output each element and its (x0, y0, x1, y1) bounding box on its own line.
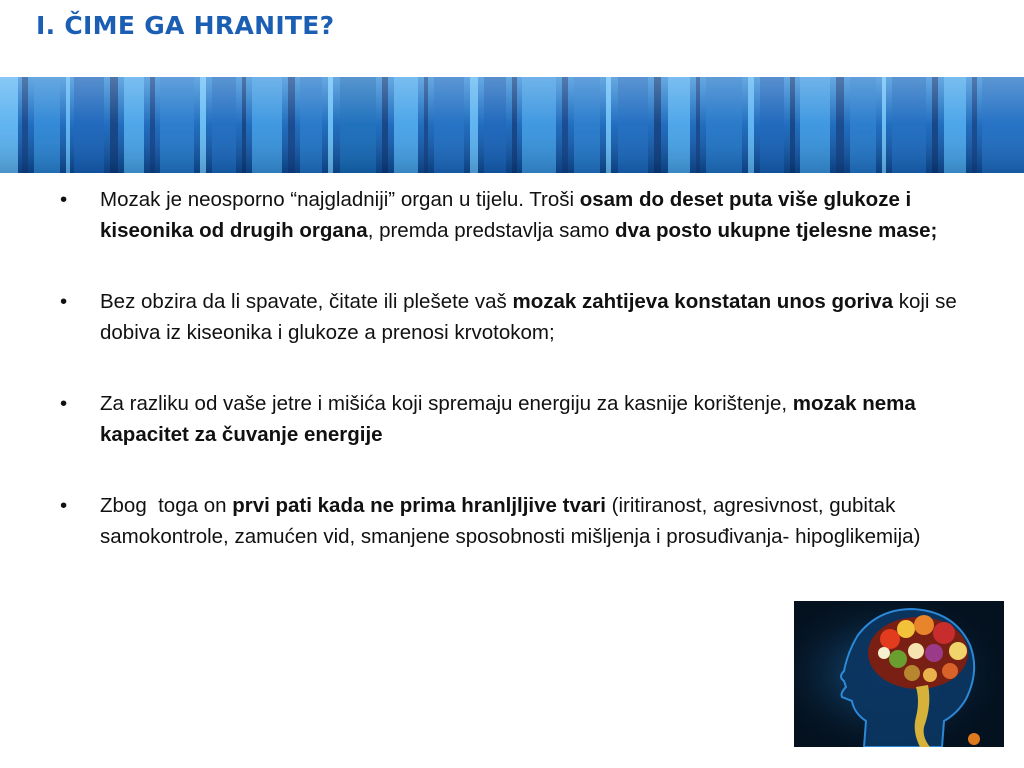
bullet-text-run: Zbog toga on (100, 494, 233, 517)
bullet-text-run: (iritiranost, agresivnost, gubitak samokontrole, zamućen vid, smanjene sposobnosti mišljenja i prosuđivanja- hipoglikemija) (100, 494, 921, 548)
bullet-marker: • (60, 392, 68, 415)
food-brain-image (794, 601, 1004, 747)
bullet-text (100, 290, 963, 344)
bullet-item (60, 286, 965, 348)
bullet-text-bold: mozak zahtijeva konstatan unos goriva (512, 290, 893, 313)
bullet-marker: • (60, 290, 68, 313)
bullet-text-run: Bez obzira da li spavate, čitate ili plešete vaš (100, 290, 513, 313)
bullet-text (100, 392, 922, 446)
bullet-item (60, 388, 965, 450)
bullet-text-bold: mozak nema kapacitet za čuvanje energije (100, 392, 922, 446)
slide-title: I. ČIME GA HRANITE? (36, 11, 335, 40)
bullet-text-run: Za razliku od vaše jetre i mišića koji spremaju energiju za kasnije korištenje, (100, 392, 793, 415)
bullet-item (60, 184, 965, 246)
header-banner (0, 77, 1024, 173)
bullet-text-bold: prvi pati kada ne prima hranljljive tvari (232, 494, 606, 517)
bullet-marker: • (60, 494, 68, 517)
bullet-text (100, 188, 937, 242)
bullet-text-run: Mozak je neosporno “najgladniji” organ u tijelu. Troši (100, 188, 580, 211)
bullet-list (60, 184, 965, 592)
bullet-item (60, 490, 965, 552)
bullet-text-bold: dva posto ukupne tjelesne mase; (614, 219, 938, 242)
bullet-text-bold: osam do deset puta više glukoze i kiseonika od drugih organa (100, 188, 917, 242)
bullet-marker: • (60, 188, 68, 211)
bullet-text-run: , premda predstavlja samo (367, 219, 615, 242)
bullet-text (100, 494, 920, 548)
bullet-text-run: koji se dobiva iz kiseonika i glukoze a prenosi krvotokom; (100, 290, 963, 344)
banner-stripes (0, 77, 1024, 173)
